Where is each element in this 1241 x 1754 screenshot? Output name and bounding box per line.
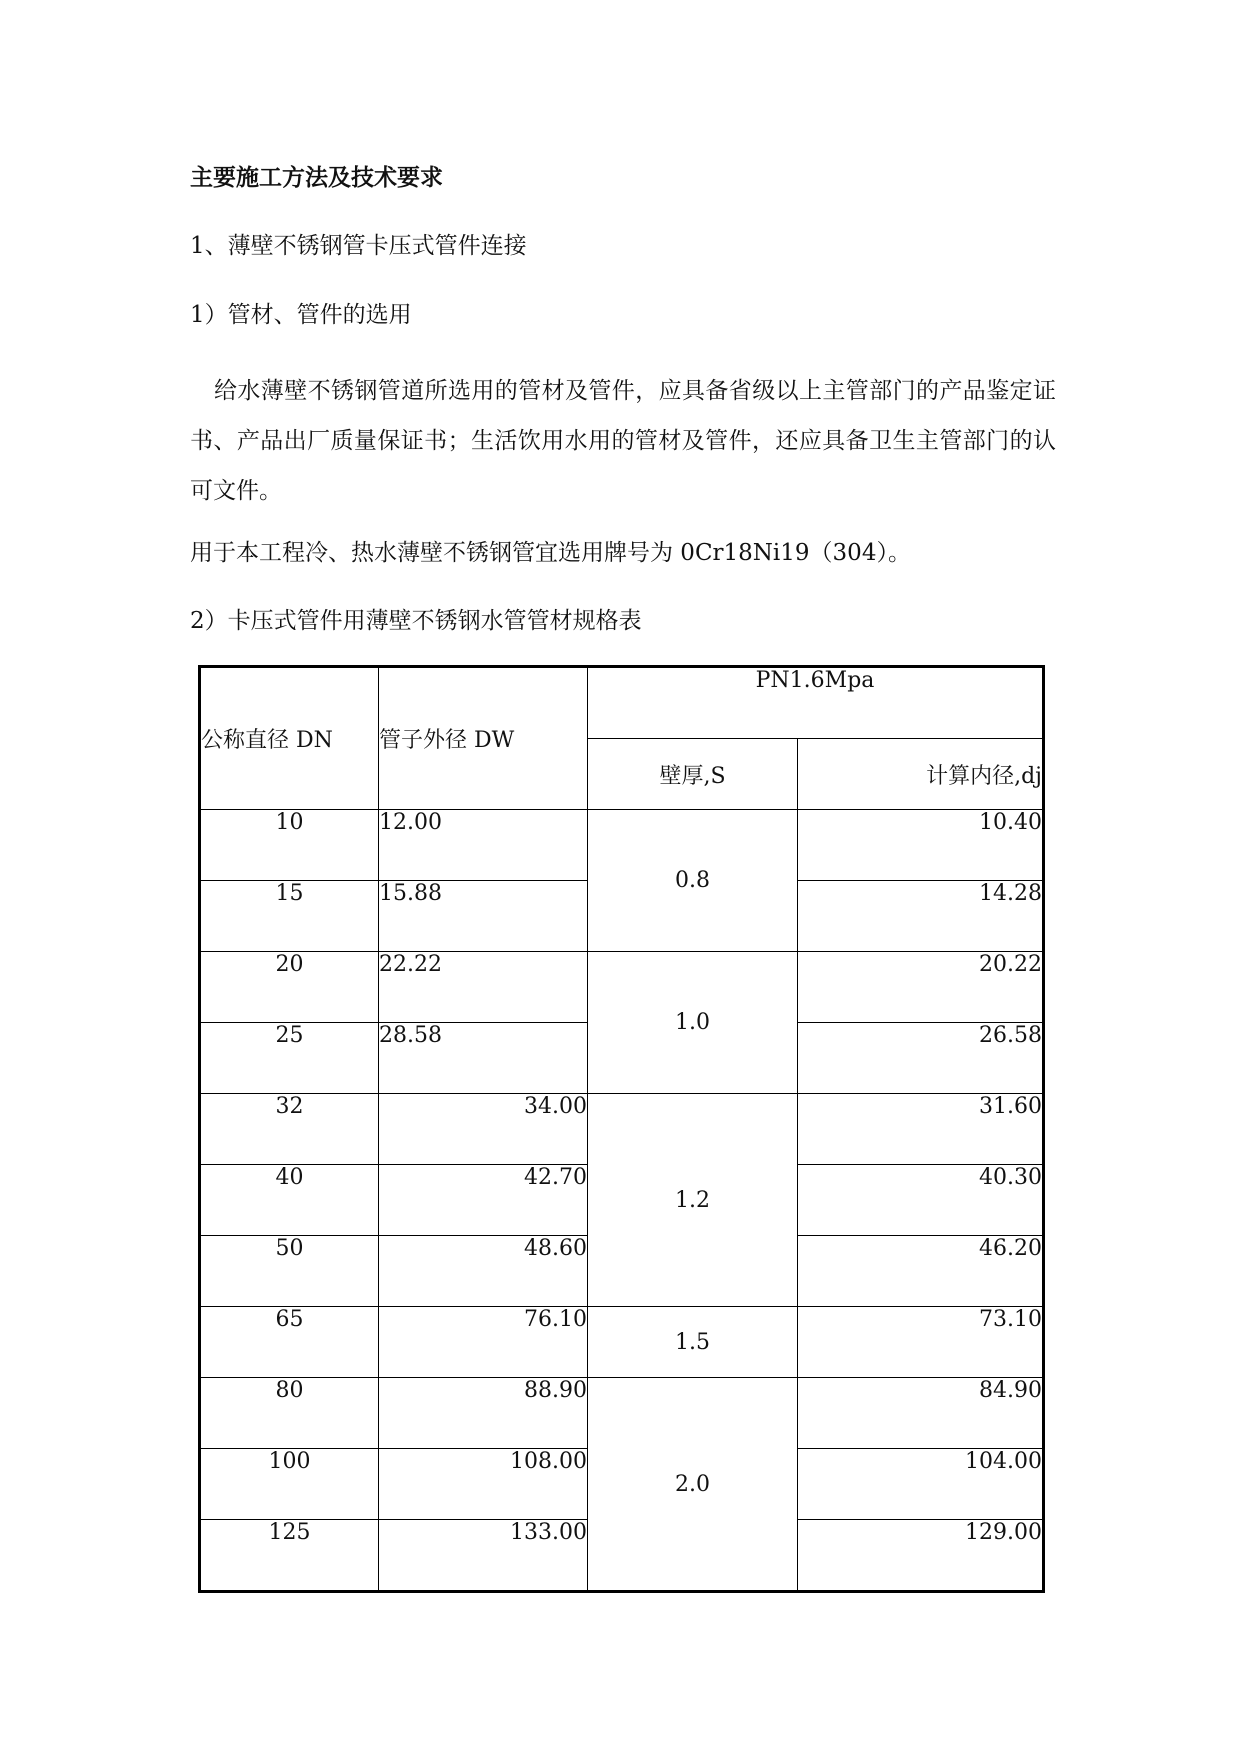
section-1-title: 1、薄壁不锈钢管卡压式管件连接: [190, 233, 527, 259]
cell-dj: 26.58: [798, 1023, 1044, 1094]
cell-wall-thickness: 1.5: [588, 1307, 798, 1378]
cell-dn: 125: [200, 1520, 379, 1592]
cell-dn: 20: [200, 952, 379, 1023]
pipe-spec-table: [198, 665, 1045, 1593]
cell-dw: 76.10: [379, 1307, 588, 1378]
cell-dj: 129.00: [798, 1520, 1044, 1592]
header-wall-thickness: 壁厚,S: [588, 739, 798, 810]
cell-dn: 32: [200, 1094, 379, 1165]
cell-dj: 104.00: [798, 1449, 1044, 1520]
cell-dw: 28.58: [379, 1023, 588, 1094]
cell-dw: 108.00: [379, 1449, 588, 1520]
table-row: [200, 1094, 1044, 1165]
table-row: [200, 810, 1044, 881]
section-1-subtitle-2: 2）卡压式管件用薄壁不锈钢水管管材规格表: [190, 608, 642, 634]
cell-dj: 10.40: [798, 810, 1044, 881]
cell-dn: 65: [200, 1307, 379, 1378]
cell-dn: 40: [200, 1165, 379, 1236]
cell-dn: 100: [200, 1449, 379, 1520]
section-1-subtitle-1: 1）管材、管件的选用: [190, 302, 412, 328]
table-header-row-1: [200, 667, 1044, 739]
cell-wall-thickness: 0.8: [588, 810, 798, 952]
cell-dj: 14.28: [798, 881, 1044, 952]
cell-dw: 22.22: [379, 952, 588, 1023]
cell-dw: 34.00: [379, 1094, 588, 1165]
cell-dw: 42.70: [379, 1165, 588, 1236]
cell-dj: 40.30: [798, 1165, 1044, 1236]
cell-dj: 84.90: [798, 1378, 1044, 1449]
table-row: [200, 1378, 1044, 1449]
cell-wall-thickness: 1.0: [588, 952, 798, 1094]
cell-dj: 31.60: [798, 1094, 1044, 1165]
header-nominal-diameter: 公称直径 DN: [200, 667, 379, 810]
document-heading: 主要施工方法及技术要求: [190, 164, 443, 191]
cell-dn: 10: [200, 810, 379, 881]
cell-dn: 25: [200, 1023, 379, 1094]
cell-wall-thickness: 2.0: [588, 1378, 798, 1592]
cell-dw: 133.00: [379, 1520, 588, 1592]
paragraph-grade-selection: 用于本工程冷、热水薄壁不锈钢管宜选用牌号为 0Cr18Ni19（304）。: [190, 540, 911, 566]
header-inner-diameter: 计算内径,dj: [798, 739, 1044, 810]
paragraph-material-requirements: 给水薄壁不锈钢管道所选用的管材及管件，应具备省级以上主管部门的产品鉴定证书、产品出厂质量保证书；生活饮用水用的管材及管件，还应具备卫生主管部门的认可文件。: [190, 378, 1056, 504]
table-row: [200, 1307, 1044, 1378]
cell-dj: 73.10: [798, 1307, 1044, 1378]
cell-dw: 48.60: [379, 1236, 588, 1307]
cell-dw: 12.00: [379, 810, 588, 881]
cell-dw: 88.90: [379, 1378, 588, 1449]
cell-wall-thickness: 1.2: [588, 1094, 798, 1307]
cell-dj: 20.22: [798, 952, 1044, 1023]
cell-dj: 46.20: [798, 1236, 1044, 1307]
cell-dn: 15: [200, 881, 379, 952]
cell-dn: 50: [200, 1236, 379, 1307]
table-row: [200, 952, 1044, 1023]
cell-dn: 80: [200, 1378, 379, 1449]
cell-dw: 15.88: [379, 881, 588, 952]
header-pressure-rating: PN1.6Mpa: [588, 667, 1044, 739]
header-outer-diameter: 管子外径 DW: [379, 667, 588, 810]
